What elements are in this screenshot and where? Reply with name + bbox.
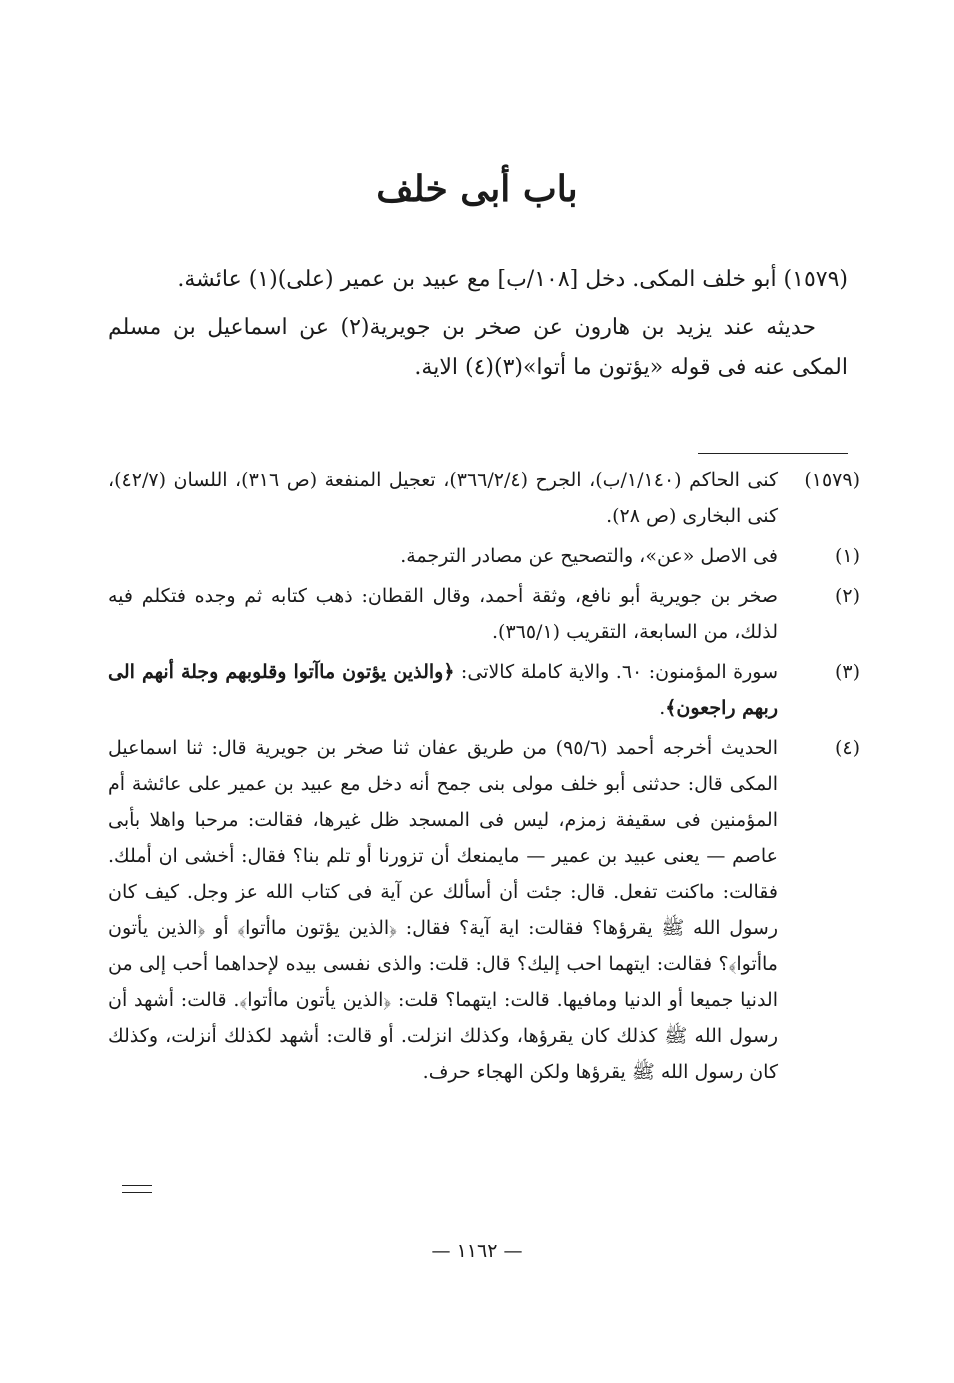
footnote-1	[108, 538, 860, 574]
footnote-number: (١٥٧٩)	[804, 469, 860, 491]
page-number: — ١١٦٢ —	[431, 1240, 523, 1262]
entry-line: (١٥٧٩) أبو خلف المكى. دخل [١٠٨/ب] مع عبيد بن عمير (على)(١) عائشة.	[177, 267, 848, 292]
footnote-number: (١)	[834, 545, 860, 567]
footnote-1579	[108, 462, 860, 534]
footnote-text-end: .	[659, 697, 666, 719]
footnotes	[108, 462, 860, 1094]
main-entry	[108, 260, 848, 388]
entry-paragraph: حديثه عند يزيد بن هارون عن صخر بن جويرية(٢) عن اسماعيل بن مسلم المكى عنه فى قوله «يؤتون ما أتوا»(٣)(٤) الاية.	[108, 315, 848, 380]
footnote-text: صخر بن جويرية أبو نافع، وثقة أحمد، وقال القطان: ذهب كتابه ثم وجده فتكلم فيه لذلك، من السابعة، التقريب (٣٦٥/١).	[108, 585, 778, 643]
footnote-number: (٢)	[834, 585, 860, 607]
end-mark	[122, 1185, 152, 1193]
footnote-number: (٣)	[834, 661, 860, 683]
footnote-text: فى الاصل «عن»، والتصحيح عن مصادر الترجمة.	[400, 545, 778, 567]
footnote-text-plain: سورة المؤمنون: ٦٠. والاية كاملة كالاتى:	[454, 661, 778, 683]
footnote-number: (٤)	[834, 737, 860, 759]
footnote-4	[108, 730, 860, 1090]
section-title: باب أبى خلف	[376, 168, 578, 210]
quran-verse: ﴿والذين يؤتون ماآتوا وقلوبهم وجلة أنهم الى ربهم راجعون﴾	[108, 661, 778, 719]
footnote-text	[108, 654, 778, 726]
footnote-divider	[698, 453, 848, 454]
footnote-text: كنى الحاكم (١/١٤٠/ب)، الجرح (٣٦٦/٢/٤)، تعجيل المنفعة (ص ٣١٦)، اللسان (٤٢/٧)، كنى البخارى (ص ٢٨).	[108, 469, 779, 527]
footnote-text: الحديث أخرجه أحمد (٩٥/٦) من طريق عفان ثنا صخر بن جويرية قال: ثنا اسماعيل المكى قال: حدثنى أبو خلف مولى بنى جمح أنه دخل مع عبيد بن عمير على عائشة أم المؤمنين فى سقيفة زمزم، ليس فى المسجد ظل غيرها، فقالت: مرحبا واهلا بأبى عاصم — يعنى عبيد بن عمير — مايمنعك أن تزورنا أو تلم بنا؟ فقال: أخشى ان أملك. فقالت: ماكنت تفعل. قال: جئت أن أسألك عن آية فى كتاب الله عز وجل. كيف كان رسول الله ﷺ يقرؤها؟ فقالت: اية آية؟ فقال: ﴿الذين يؤتون ماأتوا﴾ أو ﴿الذين يأتون ماأتوا﴾؟ فقالت: ايتهما احب إليك؟ قال: قلت: والذى نفسى بيده لإحداهما أحب إلى من الدنيا جميعا أو الدنيا ومافيها. قالت: ايتهما؟ قلت: ﴿الذين يأتون ماأتوا﴾. قالت: أشهد أن رسول الله ﷺ كذلك كان يقرؤها، وكذلك انزلت. أو قالت: أشهد لكذلك أنزلت، وكذلك كان رسول الله ﷺ يقرؤها ولكن الهجاء حرف.	[108, 737, 778, 1083]
footnote-2	[108, 578, 860, 650]
footnote-3	[108, 654, 860, 726]
